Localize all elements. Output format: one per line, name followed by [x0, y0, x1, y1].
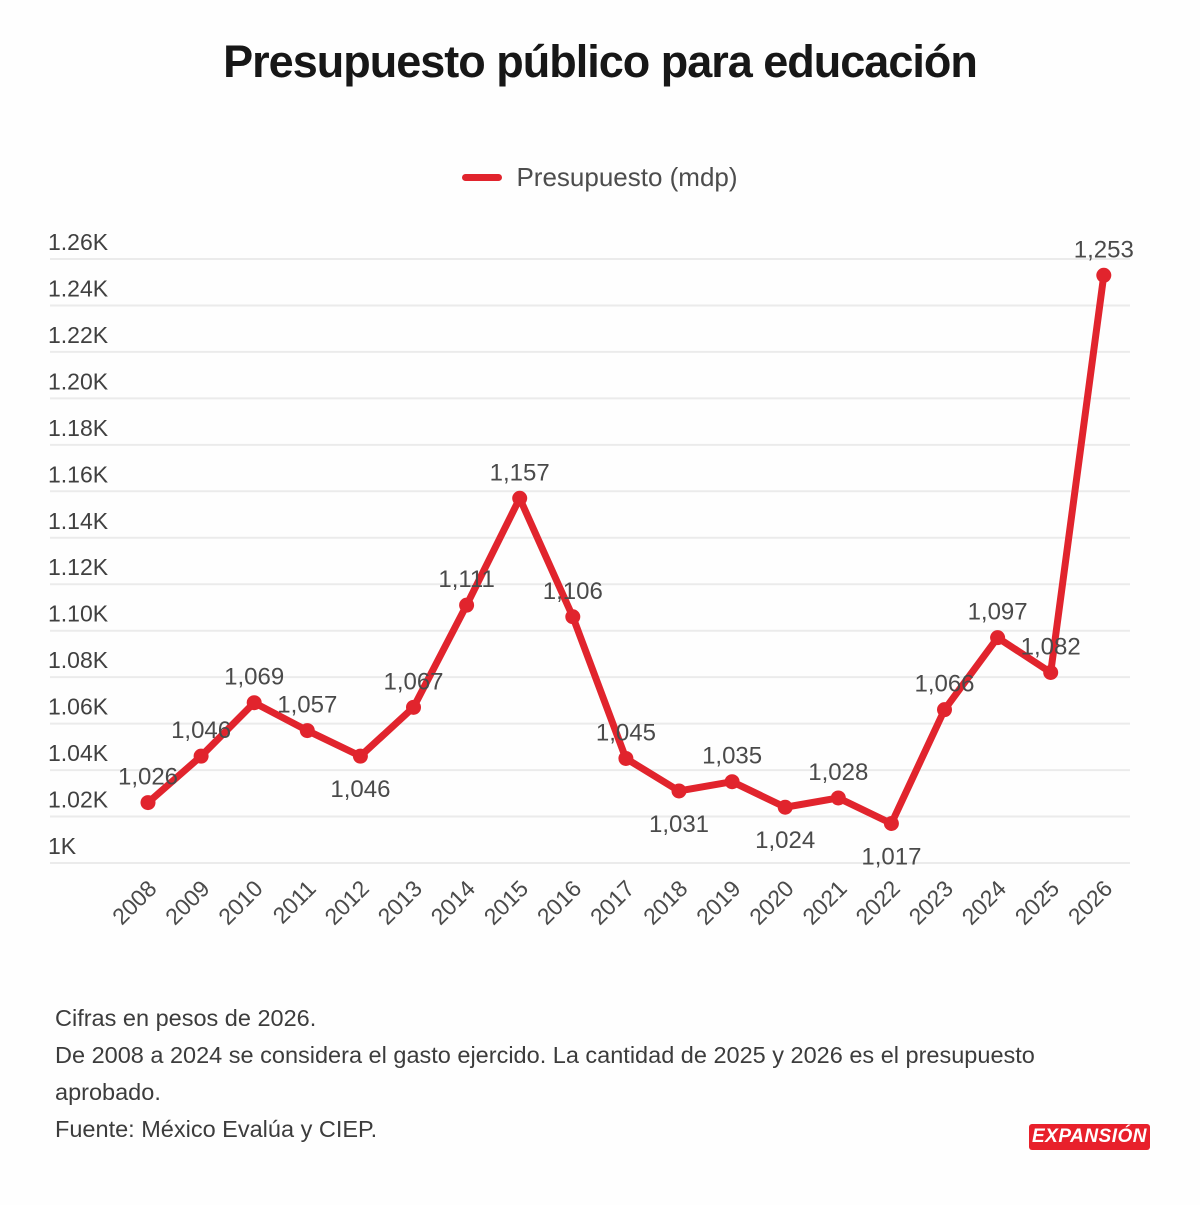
data-point [990, 630, 1005, 645]
legend-line-swatch [462, 174, 502, 181]
data-point [406, 700, 421, 715]
data-point [937, 702, 952, 717]
point-value-label: 1,097 [967, 598, 1028, 626]
data-point [884, 816, 899, 831]
point-value-label: 1,046 [171, 717, 232, 745]
point-value-label: 1,028 [808, 758, 869, 786]
x-tick-label: 2009 [160, 875, 215, 930]
point-value-label: 1,017 [861, 843, 922, 871]
data-point [247, 695, 262, 710]
y-tick-label: 1.04K [48, 740, 109, 767]
x-tick-label: 2024 [956, 875, 1012, 930]
y-tick-label: 1.02K [48, 786, 109, 813]
y-tick-label: 1.26K [48, 229, 109, 255]
point-value-label: 1,057 [277, 691, 338, 719]
y-tick-label: 1.08K [48, 647, 109, 674]
point-value-label: 1,045 [595, 719, 656, 747]
data-point [459, 598, 474, 613]
x-tick-label: 2013 [372, 875, 428, 930]
footnotes [55, 1000, 1035, 1148]
expansion-logo: EXPANSIÓN [1029, 1124, 1150, 1150]
point-value-label: 1,253 [1073, 236, 1134, 264]
point-value-label: 1,067 [383, 668, 444, 696]
x-tick-label: 2014 [425, 875, 481, 930]
x-tick-label: 2025 [1009, 875, 1065, 930]
legend-label: Presupuesto (mdp) [516, 162, 738, 192]
x-tick-label: 2012 [319, 875, 374, 930]
x-tick-label: 2019 [691, 875, 746, 930]
data-point [831, 790, 846, 805]
x-tick-label: 2015 [478, 875, 534, 930]
y-tick-label: 1.20K [48, 368, 109, 395]
data-point [512, 491, 527, 506]
footnote-line: aprobado. [55, 1079, 161, 1105]
x-tick-label: 2008 [106, 875, 162, 930]
footnote-line: Fuente: México Evalúa y CIEP. [55, 1116, 378, 1142]
point-value-label: 1,157 [489, 459, 550, 487]
chart-title: Presupuesto público para educación [223, 36, 977, 87]
footnote-line: De 2008 a 2024 se considera el gasto ejercido. La cantidad de 2025 y 2026 es el presupuesto [55, 1042, 1035, 1068]
data-point [300, 723, 315, 738]
data-point [778, 800, 793, 815]
y-tick-label: 1.24K [48, 275, 109, 302]
data-point [672, 783, 687, 798]
data-point [194, 749, 209, 764]
x-tick-label: 2022 [850, 875, 905, 930]
data-point [1043, 665, 1058, 680]
point-value-label: 1,031 [648, 810, 710, 838]
line-chart [0, 225, 1200, 970]
y-tick-label: 1.22K [48, 321, 109, 348]
x-tick-label: 2017 [584, 875, 640, 930]
point-value-label: 1,106 [542, 577, 603, 605]
y-tick-label: 1K [48, 833, 77, 859]
x-tick-label: 2023 [903, 875, 959, 930]
data-point [353, 749, 368, 764]
data-point [618, 751, 633, 766]
x-tick-label: 2018 [637, 875, 693, 930]
x-tick-label: 2011 [267, 875, 321, 929]
y-tick-label: 1.16K [48, 461, 109, 488]
point-value-label: 1,111 [438, 566, 495, 594]
point-value-label: 1,035 [702, 742, 763, 770]
y-tick-label: 1.14K [48, 507, 109, 534]
legend [0, 162, 1200, 193]
footnote-line: Cifras en pesos de 2026. [55, 1005, 317, 1031]
data-point [565, 609, 580, 624]
y-tick-label: 1.10K [48, 600, 109, 627]
data-point [1096, 268, 1111, 283]
point-value-label: 1,046 [330, 776, 391, 804]
y-tick-label: 1.18K [48, 414, 109, 441]
point-value-label: 1,024 [755, 827, 816, 855]
point-value-label: 1,066 [914, 670, 975, 698]
data-point [141, 795, 156, 810]
x-tick-label: 2010 [213, 875, 268, 930]
x-tick-label: 2016 [531, 875, 587, 930]
point-value-label: 1,026 [117, 763, 179, 791]
y-tick-label: 1.12K [48, 554, 109, 581]
y-tick-label: 1.06K [48, 693, 109, 720]
x-tick-label: 2020 [744, 875, 799, 930]
x-tick-label: 2026 [1062, 875, 1118, 930]
data-point [725, 774, 740, 789]
point-value-label: 1,069 [224, 663, 285, 691]
point-value-label: 1,082 [1020, 633, 1081, 661]
x-tick-label: 2021 [797, 875, 852, 930]
